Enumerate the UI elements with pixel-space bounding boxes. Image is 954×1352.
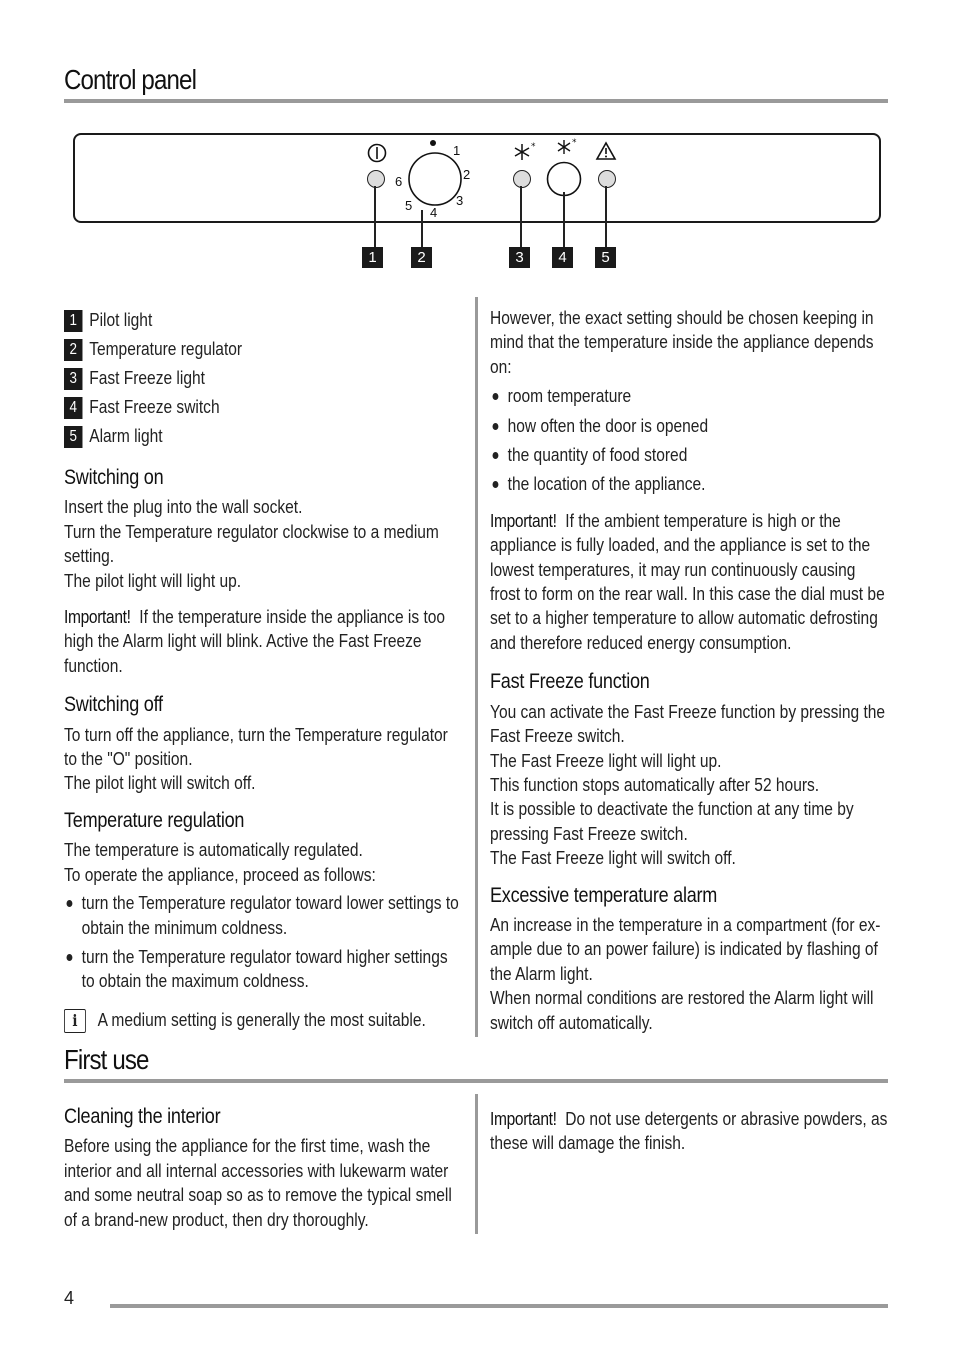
snowflake-icon: [556, 137, 580, 157]
legend-item: [64, 306, 464, 335]
legend-number: 4: [64, 397, 82, 419]
legend-number: 3: [64, 368, 82, 390]
column-divider: [475, 297, 478, 1037]
paragraph: The pilot light will switch off.: [64, 772, 256, 794]
right-column: [490, 306, 888, 1035]
list-item: the quantity of food stored: [490, 443, 888, 467]
power-icon: [366, 142, 388, 164]
callout-4: 4: [552, 247, 573, 268]
important-note: [490, 509, 888, 655]
left-column: [64, 306, 464, 1033]
info-icon: i: [64, 1009, 86, 1033]
legend-label: Pilot light: [89, 309, 153, 331]
control-panel-diagram: [73, 133, 881, 223]
callout-5: 5: [595, 247, 616, 268]
legend: [64, 306, 464, 451]
paragraph: When normal conditions are restored the Alarm light will switch off automatically.: [490, 987, 874, 1033]
title-rule: [64, 1079, 888, 1083]
leader-line: [605, 186, 607, 248]
first-use-left: [64, 1104, 464, 1232]
bullet-list: [490, 384, 888, 497]
dial-number: 4: [430, 205, 438, 220]
bullet-list: [64, 891, 464, 994]
alarm-lamp: [598, 170, 616, 188]
column-divider: [475, 1094, 478, 1234]
paragraph: Before using the appliance for the first time, wash the interior and all internal accessories with lukewarm water and some neutral soap so as to remove the typical smell of a brand-new product, then dry thoroughly.: [64, 1135, 452, 1230]
paragraph: To operate the appliance, proceed as follows:: [64, 863, 376, 885]
title-rule: [64, 99, 888, 103]
legend-item: [64, 393, 464, 422]
heading-switching-on: Switching on: [64, 465, 164, 489]
paragraph: An increase in the temperature in a compartment (for ex-ample due to an power failure) is indicated by flashing of the Alarm light.: [490, 913, 881, 984]
leader-line: [520, 186, 522, 248]
legend-item: [64, 335, 464, 364]
footer-rule: [110, 1304, 888, 1308]
dial-number: 3: [456, 193, 464, 208]
heading-temperature-regulation: Temperature regulation: [64, 807, 245, 832]
dial-number: 5: [405, 198, 413, 213]
snowflake-icon: [513, 140, 539, 162]
legend-number: 5: [64, 426, 82, 448]
paragraph: Insert the plug into the wall socket.: [64, 496, 303, 518]
paragraph: The Fast Freeze light will light up.: [490, 749, 722, 771]
legend-number: 1: [64, 310, 82, 332]
section-title-first-use: First use: [64, 1044, 149, 1075]
paragraph: It is possible to deactivate the function at any time by pressing Fast Freeze switch.: [490, 798, 854, 844]
first-use-right: [490, 1107, 888, 1156]
list-item: turn the Temperature regulator toward lower settings to obtain the minimum coldness.: [64, 891, 464, 940]
callout-3: 3: [509, 247, 530, 268]
paragraph: This function stops automatically after 52 hours.: [490, 773, 820, 795]
svg-text:*: *: [531, 142, 536, 152]
legend-label: Fast Freeze switch: [89, 396, 220, 418]
important-label: Important!: [490, 509, 557, 531]
important-label: Important!: [490, 1108, 557, 1129]
legend-label: Alarm light: [89, 425, 163, 447]
pilot-light-lamp: [367, 170, 385, 188]
section-title-control-panel: Control panel: [64, 64, 197, 95]
info-note: [64, 1008, 464, 1033]
important-text: If the ambient temperature is high or the appliance is fully loaded, and the appliance is set to the lowest temperatures, it may run continuously causing frost to form on the rear wall. In this case the dial must be set to a higher temperature to allow automatic defrosting and therefore reduced energy consumption.: [490, 509, 885, 653]
paragraph: However, the exact setting should be chosen keeping in mind that the temperature inside the appliance depends on:: [490, 307, 874, 377]
legend-label: Temperature regulator: [89, 338, 243, 360]
heading-switching-off: Switching off: [64, 692, 163, 717]
list-item: turn the Temperature regulator toward higher settings to obtain the maximum coldness.: [64, 945, 464, 994]
important-text: Do not use detergents or abrasive powders, as these will damage the finish.: [490, 1108, 888, 1154]
dial-number: 1: [453, 143, 461, 158]
legend-item: [64, 422, 464, 451]
paragraph: Turn the Temperature regulator clockwise to a medium setting.: [64, 520, 439, 567]
warning-icon: [595, 141, 617, 161]
important-text: If the temperature inside the appliance is too high the Alarm light will blink. Active the Fast Freeze function.: [64, 606, 446, 676]
info-text: A medium setting is generally the most suitable.: [97, 1008, 426, 1030]
important-note: [490, 1107, 888, 1156]
callout-1: 1: [362, 247, 383, 268]
fast-freeze-lamp: [513, 170, 531, 188]
paragraph: To turn off the appliance, turn the Temperature regulator to the "O" position.: [64, 723, 448, 770]
legend-number: 2: [64, 339, 82, 361]
dial-number: 2: [463, 167, 471, 182]
page-number: 4: [64, 1288, 75, 1308]
important-note: [64, 605, 464, 678]
heading-cleaning-the-interior: Cleaning the interior: [64, 1104, 221, 1128]
heading-excessive-temperature-alarm: Excessive temperature alarm: [490, 882, 718, 907]
leader-line: [374, 186, 376, 248]
list-item: the location of the appliance.: [490, 472, 888, 496]
svg-text:*: *: [572, 138, 577, 148]
dial-number: 6: [395, 174, 403, 189]
paragraph: The pilot light will light up.: [64, 569, 242, 591]
list-item: room temperature: [490, 384, 888, 408]
paragraph: You can activate the Fast Freeze function by pressing the Fast Freeze switch.: [490, 700, 886, 747]
paragraph: The temperature is automatically regulated.: [64, 839, 363, 861]
legend-item: [64, 364, 464, 393]
callout-2: 2: [411, 247, 432, 268]
list-item: how often the door is opened: [490, 414, 888, 438]
legend-label: Fast Freeze light: [89, 367, 205, 389]
leader-line: [563, 192, 565, 248]
leader-line: [421, 210, 423, 248]
dial-dot-icon: [429, 139, 437, 147]
heading-fast-freeze-function: Fast Freeze function: [490, 669, 650, 694]
important-label: Important!: [64, 606, 131, 628]
paragraph: The Fast Freeze light will switch off.: [490, 847, 736, 869]
